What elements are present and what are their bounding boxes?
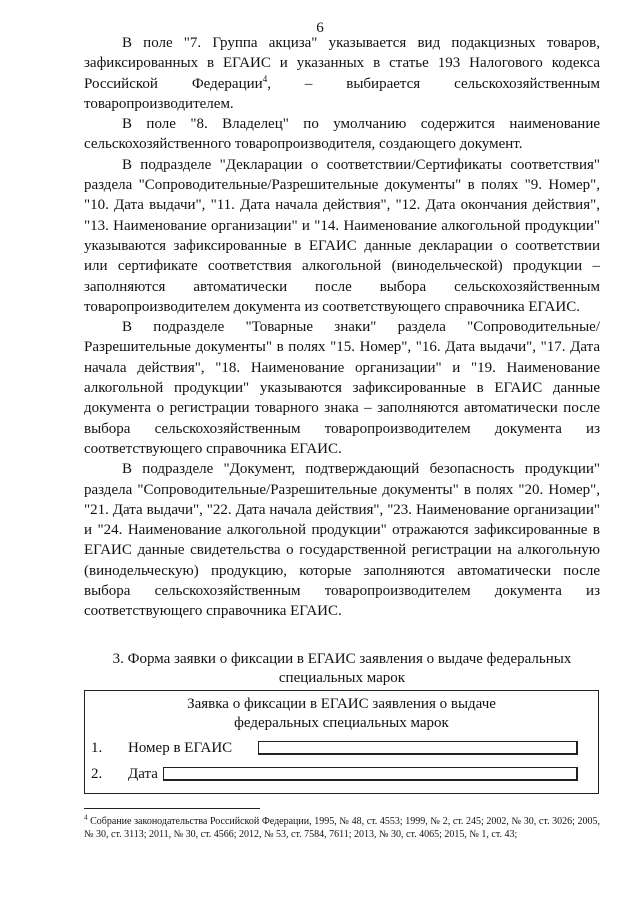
form-row-egais-number (85, 737, 598, 759)
row-number: 2. (91, 766, 103, 782)
paragraph-declarations: В подразделе "Декларации о соответствии/Сертификаты соответствия" раздела "Сопроводительные/Разрешительные документы" в полях "9. Номер", "10. Дата выдачи", "11. Дата начала действия", "12. Дата окончания действия", "13. Наименование организации" и "14. Наименование алкогольной продукции" указываются зафиксированные в ЕГАИС данные декларации о соответствии или сертификате соответствия алкогольной (винодельческой) продукции – заполняются автоматически после выбора сельскохозяйственным товаропроизводителем документа из соответствующего справочника ЕГАИС. (84, 156, 600, 315)
request-form (84, 690, 599, 794)
footnote-text: Собрание законодательства Российской Федерации, 1995, № 48, ст. 4553; 1999, № 2, ст. 245; 2002, № 30, ст. 3026; 2005, № 30, ст. 3113; 2011, № 30, ст. 4566; 2012, № 53, ст. 7584, 7611; 2013, № 30, ст. 4065; 2015, № 1, ст. 43; (84, 816, 600, 840)
form-title (85, 695, 598, 733)
paragraph-excise-group-text: В поле "7. Группа акциза" указывается вид подакцизных товаров, зафиксированных в ЕГАИС и указанных в статье 193 Налогового кодекса Российской Федерации (84, 35, 600, 92)
egais-number-field[interactable] (258, 741, 578, 755)
footnote-separator (84, 808, 260, 809)
footnote-marker: 4 (84, 813, 88, 822)
row-label: Дата (128, 766, 158, 782)
form-title-line-2: федеральных специальных марок (234, 715, 449, 731)
body-text (84, 33, 600, 622)
row-label: Номер в ЕГАИС (128, 740, 233, 756)
footnote (84, 815, 600, 841)
paragraph-safety-document: В подразделе "Документ, подтверждающий безопасность продукции" раздела "Сопроводительные/Разрешительные документы" в полях "20. Номер", "21. Дата выдачи", "22. Дата начала действия", "23. Наименование организации" и "24. Наименование алкогольной продукции" отражаются зафиксированные в ЕГАИС данные свидетельства о государственной регистрации на алкогольную (винодельческую) продукцию, которые заполняются автоматически после выбора сельскохозяйственным товаропроизводителем документа из соответствующего справочника ЕГАИС. (84, 461, 600, 620)
paragraph-excise-group (84, 33, 600, 114)
footnote-reference: 4 (262, 73, 268, 84)
page-number: 6 (316, 20, 324, 36)
form-title-line-1: Заявка о фиксации в ЕГАИС заявления о выдаче (187, 696, 496, 712)
paragraph-excise-group-tail: , – выбирается сельскохозяйственным товаропроизводителем. (84, 75, 601, 112)
paragraph-owner: В поле "8. Владелец" по умолчанию содержится наименование сельскохозяйственного товаропроизводителя, создающего документ. (84, 116, 600, 153)
section-heading: 3. Форма заявки о фиксации в ЕГАИС заявления о выдаче федеральных специальных марок (112, 651, 572, 686)
paragraph-trademarks: В подразделе "Товарные знаки" раздела "Сопроводительные/Разрешительные документы" в полях "15. Номер", "16. Дата выдачи", "17. Дата начала действия", "18. Наименование организации" и "19. Наименование алкогольной продукции" указываются зафиксированные в ЕГАИС данные документа о регистрации товарного знака – заполняются автоматически после выбора сельскохозяйственным товаропроизводителем документа из соответствующего справочника ЕГАИС. (84, 319, 600, 457)
date-field[interactable] (163, 767, 578, 781)
form-row-date (85, 763, 598, 785)
row-number: 1. (91, 740, 103, 756)
